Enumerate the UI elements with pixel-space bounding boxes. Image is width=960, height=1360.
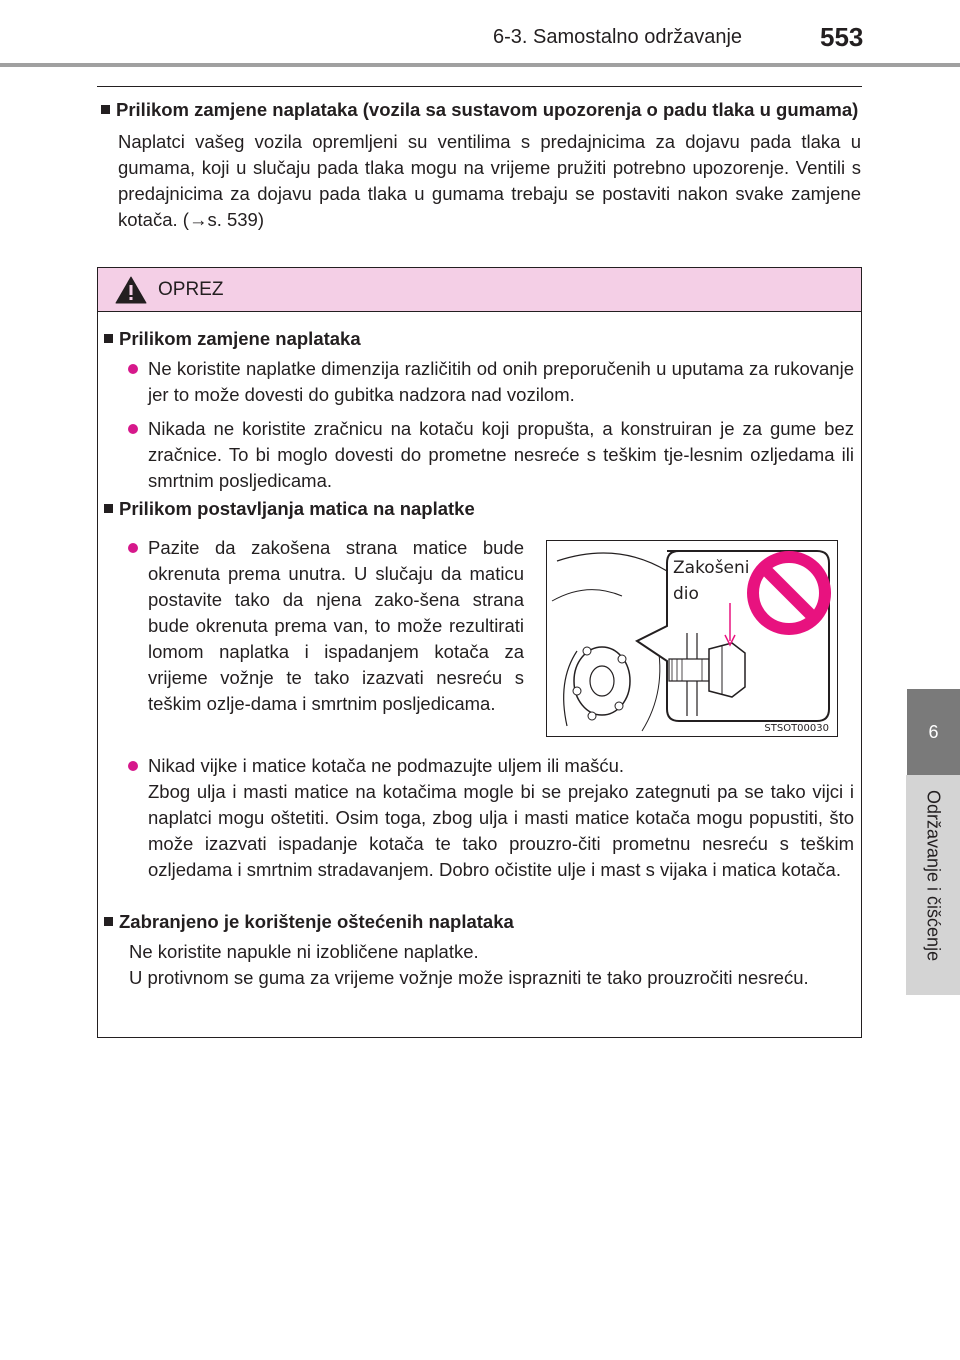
list-item [104,416,854,494]
content-rule [97,86,862,87]
section-title: 6-3. Samostalno održavanje [493,26,743,48]
caution-box [97,267,862,1038]
wheel-hub-illustration [547,541,837,736]
intro-section [101,97,861,233]
header-rule [0,63,960,67]
list-item [104,535,524,717]
caution-section-2 [104,496,854,522]
figure-label-line2: dio [673,584,699,604]
lubrication-bullet [104,753,854,883]
square-bullet-icon [104,504,113,513]
bullet-dot-icon [128,761,138,771]
chapter-tab[interactable]: 6 [907,689,960,775]
section-3-line: Ne koristite napukle ni izobličene naplatke. [129,941,479,962]
bullet-text: Nikad vijke i matice kotača ne podmazujte uljem ili mašću. [148,755,625,776]
section-2-heading-text: Prilikom postavljanja matica na naplatke [119,498,475,519]
list-item [104,356,854,408]
list-item [104,753,854,883]
page-number: 553 [820,22,864,52]
bullet-dot-icon [128,424,138,434]
chapter-title: Održavanje i čišćenje [923,790,944,962]
square-bullet-icon [104,334,113,343]
prohibition-icon [753,557,825,629]
section-1-heading [104,326,854,352]
bullet-text: Pazite da zakošena strana matice bude okrenuta prema unutra. U slučaju da maticu postavite tako da njena zako-šena strana bude okrenuta prema van, to može rezultirati lomom naplatka i ispadanjem kotača za vrijeme vožnje te tako izazvati nesreću s teškim ozlje-dama i smrtnim posljedicama. [148,537,524,714]
intro-heading [101,97,861,123]
figure-label-line1: Zakošeni [673,558,750,578]
section-3-heading-text: Zabranjeno je korištenje oštećenih naplataka [119,911,514,932]
intro-text: Naplatci vašeg vozila opremljeni su ventilima s predajnicima za dojavu pada tlaka u gumama, koji u slučaju pada tlaka mogu na vrijeme pružiti potrebno upozorenje. Ventili s predajnicima za dojavu pada tlaka u gumama trebaju se postaviti nakon svake zamjene kotača. (→s. 539) [118,131,861,230]
square-bullet-icon [101,105,110,114]
chapter-label [906,790,960,990]
figure-bullet [104,535,524,717]
caution-header [98,268,861,312]
bullet-dot-icon [128,364,138,374]
caution-section-3 [104,909,854,991]
caution-title: OPREZ [158,279,224,300]
section-3-text: U protivnom se guma za vrijeme vožnje može isprazniti te tako prouzročiti nesreću. [129,967,809,988]
bullet-text: Nikada ne koristite zračnicu na kotaču koji propušta, a konstruiran je za gume bez zračnice. To bi moglo dovesti do prometne nesreće s teškim tje-lesnim ozljedama ili smrtnim posljedicama. [148,418,854,491]
section-3-heading [104,909,854,935]
lug-nut-figure [546,540,838,737]
bullet-detail-text: Zbog ulja i masti matice na kotačima mogle bi se prejako zategnuti pa se tako vijci i naplatci mogu oštetiti. Osim toga, zbog ulja i masti matice kotača mogu popustiti, što može izazvati ispadanje kotača te tako prouzro-čiti prometnu nesreću s teškim ozljedama i smrtnim stradavanjem. Dobro očistite ulje i mast s vijaka i matica kotača. [148,781,854,880]
section-1-heading-text: Prilikom zamjene naplataka [119,328,361,349]
intro-heading-text: Prilikom zamjene naplataka (vozila sa sustavom upozorenja o padu tlaka u gumama) [116,99,859,120]
caution-section-1 [104,326,854,494]
bullet-dot-icon [128,543,138,553]
square-bullet-icon [104,917,113,926]
section-2-heading [104,496,854,522]
warning-icon [115,276,147,304]
figure-code: STSOT00030 [764,723,829,734]
bullet-text: Ne koristite naplatke dimenzija različitih od onih preporučenih u uputama za rukovanje jer to može dovesti do gubitka nadzora nad vozilom. [148,358,854,405]
